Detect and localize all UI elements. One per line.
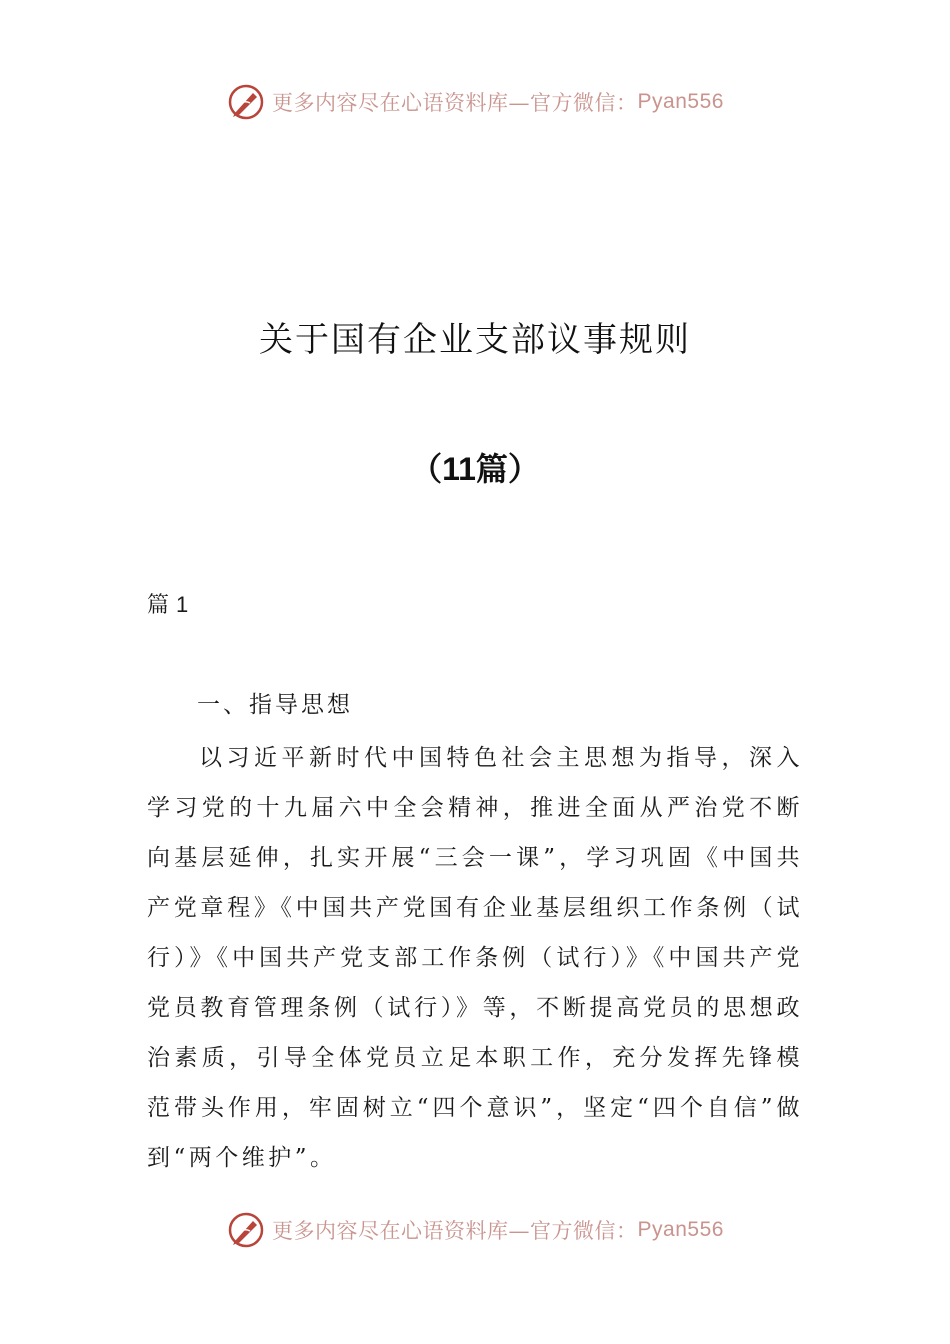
document-title: 关于国有企业支部议事规则 — [259, 320, 691, 360]
subtitle-open-paren: （ — [410, 450, 443, 488]
section-prefix: 篇 — [147, 593, 170, 618]
watermark-footer — [0, 1208, 950, 1252]
section-heading: 一、指导思想 — [197, 692, 353, 718]
subtitle-close: 篇） — [475, 450, 540, 488]
pen-logo-icon — [226, 1210, 266, 1250]
pen-logo-icon — [226, 82, 266, 122]
watermark-text: 更多内容尽在心语资料库—官方微信： — [272, 91, 638, 115]
section-label — [147, 588, 188, 619]
section-number: 1 — [176, 592, 189, 617]
watermark-text: 更多内容尽在心语资料库—官方微信： — [272, 1219, 638, 1243]
body-paragraph: 以习近平新时代中国特色社会主思想为指导，深入学习党的十九届六中全会精神，推进全面从严治党不断向基层延伸，扎实开展“三会一课”，学习巩固《中国共产党章程》《中国共产党国有企业基层组织工作条例（试行）》《中国共产党支部工作条例（试行）》《中国共产党党员教育管理条例（试行）》等，不断提高党员的思想政治素质，引导全体党员立足本职工作，充分发挥先锋模范带头作用，牢固树立“四个意识”，坚定“四个自信”做到“两个维护”。 — [147, 745, 803, 1171]
watermark-wechat-id: Pyan556 — [637, 90, 724, 113]
watermark-wechat-id: Pyan556 — [637, 1218, 724, 1241]
document-subtitle — [0, 444, 950, 490]
watermark-header — [0, 80, 950, 124]
article-count: 11 — [442, 451, 476, 487]
